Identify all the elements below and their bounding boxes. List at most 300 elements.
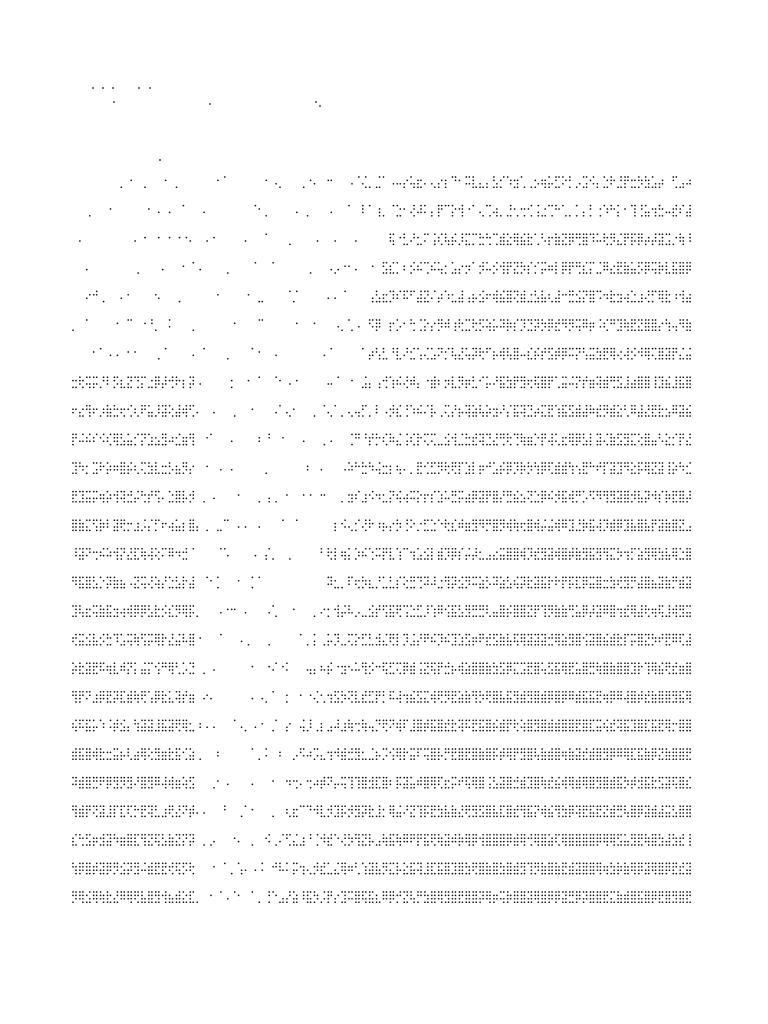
braille-dot	[659, 297, 661, 299]
braille-dot	[638, 326, 640, 328]
braille-dot	[413, 329, 415, 331]
braille-dot	[427, 380, 429, 382]
braille-dot	[151, 415, 153, 417]
braille-dot	[459, 555, 461, 557]
braille-dot	[576, 383, 578, 385]
braille-dot	[465, 526, 467, 528]
braille-dot	[624, 408, 626, 410]
braille-dot	[558, 551, 560, 553]
braille-dot	[465, 244, 467, 246]
braille-dot	[110, 498, 112, 500]
braille-dot	[562, 641, 564, 643]
braille-dot	[565, 444, 567, 446]
braille-dot	[496, 444, 498, 446]
braille-dot	[493, 558, 495, 560]
braille-dot	[686, 551, 688, 553]
braille-dot	[507, 472, 509, 474]
braille-dot	[475, 641, 477, 643]
braille-dot	[631, 387, 633, 389]
braille-dot	[541, 462, 543, 464]
braille-dot	[390, 376, 392, 378]
braille-dot	[531, 526, 533, 528]
braille-dot	[517, 180, 519, 182]
braille-dot	[344, 469, 346, 471]
braille-dot	[186, 498, 188, 500]
braille-dot	[583, 434, 585, 436]
braille-dot	[79, 577, 81, 579]
braille-dot	[524, 355, 526, 357]
braille-dot	[597, 358, 599, 360]
braille-dot	[123, 462, 125, 464]
braille-dot	[500, 380, 502, 382]
braille-dot	[393, 634, 395, 636]
braille-dot	[496, 519, 498, 521]
braille-dot	[465, 272, 467, 274]
braille-dot	[655, 183, 657, 185]
braille-dot	[583, 548, 585, 550]
braille-dot	[610, 297, 612, 299]
braille-dot	[459, 615, 461, 617]
braille-dot	[75, 462, 77, 464]
braille-dot	[524, 444, 526, 446]
braille-dot	[127, 376, 129, 378]
braille-dot	[517, 215, 519, 217]
braille-dot	[510, 523, 512, 525]
braille-dot	[662, 440, 664, 442]
braille-dot	[434, 580, 436, 582]
braille-dot	[176, 412, 178, 414]
braille-dot	[462, 265, 464, 267]
braille-dot	[528, 272, 530, 274]
braille-dot	[410, 240, 412, 242]
braille-dot	[655, 387, 657, 389]
braille-dot	[507, 615, 509, 617]
braille-dot	[590, 208, 592, 210]
braille-dot	[86, 440, 88, 442]
braille-dot	[93, 519, 95, 521]
braille-dot	[427, 472, 429, 474]
braille-dot	[403, 183, 405, 185]
braille-dot	[117, 519, 119, 521]
braille-dot	[130, 644, 132, 646]
braille-dot	[376, 326, 378, 328]
braille-dot	[493, 530, 495, 532]
braille-dot	[438, 323, 440, 325]
braille-dot	[638, 548, 640, 550]
braille-dot	[686, 301, 688, 303]
braille-dot	[176, 380, 178, 382]
braille-dot	[631, 186, 633, 188]
braille-dot	[669, 494, 671, 496]
braille-dot	[472, 205, 474, 207]
braille-dot	[606, 262, 608, 264]
braille-dot	[548, 644, 550, 646]
braille-dot	[555, 208, 557, 210]
braille-dot	[462, 380, 464, 382]
braille-dot	[93, 498, 95, 500]
braille-dot	[431, 269, 433, 271]
braille-dot	[682, 405, 684, 407]
braille-dot	[686, 440, 688, 442]
braille-dot	[531, 491, 533, 493]
braille-dot	[261, 301, 263, 303]
braille-dot	[162, 583, 164, 585]
braille-dot	[100, 615, 102, 617]
braille-dot	[500, 548, 502, 550]
braille-dot	[192, 434, 194, 436]
braille-dot	[296, 380, 298, 382]
braille-dot	[486, 637, 488, 639]
braille-dot	[610, 180, 612, 182]
braille-dot	[148, 555, 150, 557]
braille-dot	[510, 244, 512, 246]
braille-dot	[551, 408, 553, 410]
braille-dot	[662, 519, 664, 521]
braille-dot	[162, 405, 164, 407]
braille-dot	[75, 634, 77, 636]
braille-dot	[558, 469, 560, 471]
braille-dot	[521, 615, 523, 617]
braille-dot	[455, 494, 457, 496]
braille-dot	[462, 294, 464, 296]
braille-dot	[534, 644, 536, 646]
braille-dot	[620, 609, 622, 611]
braille-dot	[655, 215, 657, 217]
braille-dot	[510, 519, 512, 521]
braille-dot	[662, 523, 664, 525]
braille-dot	[600, 405, 602, 407]
braille-dot	[627, 415, 629, 417]
braille-dot	[475, 297, 477, 299]
braille-dot	[645, 612, 647, 614]
braille-dot	[572, 530, 574, 532]
braille-dot	[231, 469, 233, 471]
braille-dot	[189, 434, 191, 436]
braille-dot	[597, 444, 599, 446]
braille-dot	[666, 383, 668, 385]
braille-dot	[268, 498, 270, 500]
braille-dot	[652, 587, 654, 589]
braille-dot	[551, 637, 553, 639]
braille-dot	[655, 329, 657, 331]
braille-dot	[406, 605, 408, 607]
braille-dot	[424, 466, 426, 468]
braille-dot	[445, 519, 447, 521]
braille-dot	[627, 434, 629, 436]
braille-dot	[479, 380, 481, 382]
braille-dot	[151, 472, 153, 474]
braille-dot	[406, 523, 408, 525]
braille-dot	[675, 530, 677, 532]
braille-dot	[517, 501, 519, 503]
braille-dot	[652, 469, 654, 471]
braille-dot	[206, 466, 208, 468]
braille-dot	[472, 555, 474, 557]
braille-dot	[386, 634, 388, 636]
braille-dot	[548, 494, 550, 496]
braille-dot	[390, 526, 392, 528]
braille-dot	[645, 244, 647, 246]
braille-dot	[537, 262, 539, 264]
braille-dot	[590, 269, 592, 271]
braille-dot	[183, 472, 185, 474]
braille-dot	[524, 466, 526, 468]
braille-dot	[521, 380, 523, 382]
braille-dot	[514, 348, 516, 350]
braille-dot	[544, 387, 546, 389]
braille-dot	[645, 380, 647, 382]
braille-dot	[583, 176, 585, 178]
braille-dot	[169, 412, 171, 414]
braille-dot	[465, 176, 467, 178]
braille-dot	[479, 641, 481, 643]
braille-dot	[445, 240, 447, 242]
braille-dot	[189, 494, 191, 496]
braille-dot	[576, 440, 578, 442]
braille-dot	[82, 387, 84, 389]
braille-dot	[572, 437, 574, 439]
braille-dot	[482, 215, 484, 217]
braille-dot	[351, 644, 353, 646]
braille-dot	[93, 294, 95, 296]
braille-dot	[82, 501, 84, 503]
braille-dot	[176, 615, 178, 617]
braille-dot	[579, 233, 581, 235]
braille-dot	[558, 415, 560, 417]
braille-dot	[462, 583, 464, 585]
braille-dot	[590, 297, 592, 299]
braille-dot	[659, 387, 661, 389]
braille-dot	[376, 612, 378, 614]
braille-dot	[606, 494, 608, 496]
braille-dot	[355, 437, 357, 439]
braille-dot	[655, 319, 657, 321]
braille-dot	[514, 519, 516, 521]
braille-dot	[393, 262, 395, 264]
braille-dot	[117, 355, 119, 357]
braille-dot	[689, 415, 691, 417]
braille-dot	[383, 301, 385, 303]
braille-dot	[390, 634, 392, 636]
braille-dot	[465, 587, 467, 589]
braille-dot	[120, 462, 122, 464]
braille-dot	[376, 186, 378, 188]
braille-dot	[134, 587, 136, 589]
braille-dot	[645, 583, 647, 585]
braille-dot	[82, 523, 84, 525]
braille-dot	[597, 240, 599, 242]
braille-dot	[372, 558, 374, 560]
braille-dot	[100, 577, 102, 579]
braille-dot	[600, 408, 602, 410]
braille-dot	[576, 233, 578, 235]
braille-dot	[593, 605, 595, 607]
braille-dot	[137, 472, 139, 474]
braille-dot	[524, 408, 526, 410]
braille-dot	[75, 437, 77, 439]
braille-dot	[134, 637, 136, 639]
braille-dot	[631, 501, 633, 503]
braille-dot	[79, 466, 81, 468]
braille-dot	[662, 491, 664, 493]
braille-dot	[510, 583, 512, 585]
braille-dot	[576, 262, 578, 264]
braille-dot	[330, 180, 332, 182]
braille-dot	[459, 462, 461, 464]
braille-dot	[86, 297, 88, 299]
braille-dot	[600, 444, 602, 446]
braille-dot	[455, 387, 457, 389]
braille-dot	[96, 526, 98, 528]
braille-dot	[462, 348, 464, 350]
braille-dot	[493, 415, 495, 417]
braille-dot	[110, 415, 112, 417]
braille-dot	[652, 555, 654, 557]
braille-dot	[603, 269, 605, 271]
braille-dot	[645, 387, 647, 389]
braille-dot	[507, 348, 509, 350]
braille-dot	[613, 355, 615, 357]
braille-dot	[666, 555, 668, 557]
braille-dot	[689, 530, 691, 532]
braille-dot	[258, 376, 260, 378]
braille-dot	[586, 233, 588, 235]
braille-dot	[503, 644, 505, 646]
braille-dot	[455, 326, 457, 328]
braille-dot	[652, 323, 654, 325]
braille-dot	[186, 237, 188, 239]
braille-dot	[417, 641, 419, 643]
braille-dot	[455, 612, 457, 614]
braille-dot	[482, 319, 484, 321]
braille-dot	[510, 265, 512, 267]
braille-dot	[434, 269, 436, 271]
braille-dot	[555, 555, 557, 557]
braille-dot	[689, 412, 691, 414]
braille-dot	[682, 237, 684, 239]
braille-dot	[493, 519, 495, 521]
braille-dot	[455, 272, 457, 274]
braille-dot	[686, 466, 688, 468]
braille-dot	[682, 583, 684, 585]
braille-dot	[572, 265, 574, 267]
braille-dot	[517, 376, 519, 378]
braille-dot	[176, 577, 178, 579]
braille-dot	[659, 358, 661, 360]
braille-dot	[558, 348, 560, 350]
braille-dot	[183, 577, 185, 579]
braille-dot	[638, 558, 640, 560]
braille-dot	[379, 580, 381, 582]
braille-dot	[617, 355, 619, 357]
braille-dot	[534, 180, 536, 182]
braille-dot	[682, 498, 684, 500]
braille-dot	[555, 609, 557, 611]
braille-dot	[659, 494, 661, 496]
braille-dot	[600, 519, 602, 521]
braille-dot	[100, 637, 102, 639]
braille-dot	[500, 434, 502, 436]
braille-dot	[107, 615, 109, 617]
braille-dot	[372, 319, 374, 321]
braille-dot	[151, 548, 153, 550]
braille-dot	[517, 240, 519, 242]
braille-dot	[624, 387, 626, 389]
braille-dot	[675, 466, 677, 468]
braille-dot	[376, 412, 378, 414]
braille-dot	[679, 186, 681, 188]
braille-dot	[165, 440, 167, 442]
braille-dot	[169, 612, 171, 614]
braille-dot	[500, 634, 502, 636]
braille-dot	[144, 501, 146, 503]
braille-dot	[638, 237, 640, 239]
braille-dot	[107, 472, 109, 474]
braille-dot	[459, 444, 461, 446]
braille-dot	[600, 583, 602, 585]
braille-dot	[438, 183, 440, 185]
braille-dot	[669, 272, 671, 274]
braille-dot	[127, 383, 129, 385]
braille-dot	[183, 587, 185, 589]
braille-dot	[79, 440, 81, 442]
braille-dot	[655, 612, 657, 614]
braille-dot	[617, 240, 619, 242]
braille-dot	[403, 244, 405, 246]
braille-dot	[510, 501, 512, 503]
braille-dot	[551, 609, 553, 611]
braille-dot	[107, 462, 109, 464]
braille-dot	[586, 376, 588, 378]
braille-dot	[441, 462, 443, 464]
braille-dot	[337, 269, 339, 271]
braille-dot	[620, 387, 622, 389]
braille-dot	[431, 434, 433, 436]
braille-dot	[393, 587, 395, 589]
braille-dot	[144, 405, 146, 407]
braille-dot	[403, 605, 405, 607]
braille-dot	[669, 348, 671, 350]
braille-dot	[441, 294, 443, 296]
braille-dot	[638, 415, 640, 417]
braille-dot	[686, 358, 688, 360]
braille-dot	[424, 558, 426, 560]
braille-dot	[475, 519, 477, 521]
braille-dot	[189, 240, 191, 242]
braille-dot	[334, 551, 336, 553]
braille-dot	[393, 440, 395, 442]
braille-dot	[597, 526, 599, 528]
braille-dot	[544, 380, 546, 382]
braille-dot	[521, 262, 523, 264]
braille-dot	[617, 301, 619, 303]
braille-dot	[486, 205, 488, 207]
braille-dot	[679, 615, 681, 617]
braille-dot	[593, 237, 595, 239]
braille-dot	[679, 466, 681, 468]
braille-dot	[472, 355, 474, 357]
braille-dot	[114, 380, 116, 382]
braille-dot	[472, 180, 474, 182]
braille-dot	[583, 605, 585, 607]
braille-dot	[441, 272, 443, 274]
braille-dot	[434, 387, 436, 389]
braille-dot	[590, 323, 592, 325]
braille-dot	[624, 297, 626, 299]
braille-dot	[438, 551, 440, 553]
braille-dot	[438, 208, 440, 210]
braille-dot	[521, 612, 523, 614]
